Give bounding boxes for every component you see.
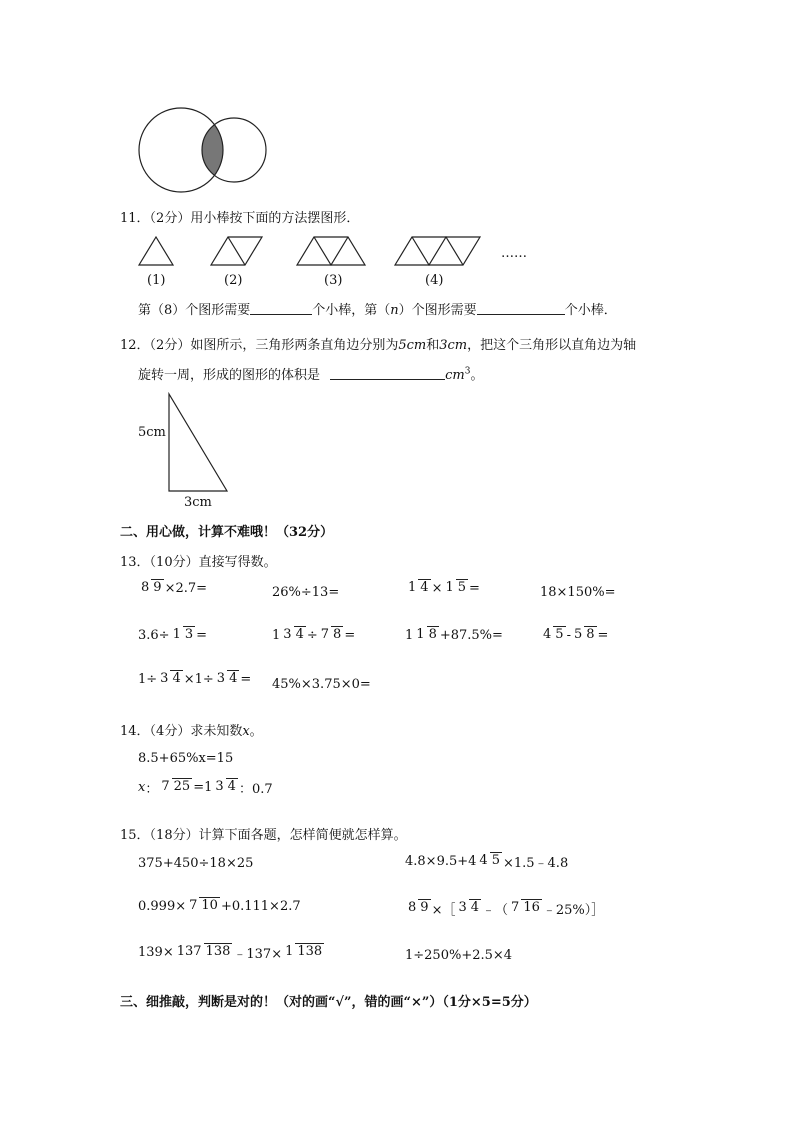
right-triangle-figure bbox=[165, 392, 231, 494]
answer-blank-2[interactable] bbox=[477, 302, 565, 315]
figure-label-1: (1) bbox=[147, 273, 166, 288]
q13-expr-9: 1÷ 3 4 ×1÷ 3 4 = bbox=[138, 671, 252, 687]
section-3-title: 三、细推敲，判断是对的！（对的画“√”，错的画“×”）（1分×5=5分） bbox=[120, 995, 537, 1010]
q13-expr-1: 8 9 ×2.7= bbox=[141, 580, 208, 596]
q13-expr-5: 3.6÷ 1 3 = bbox=[138, 627, 208, 643]
section-2-title: 二、用心做，计算不难哦！（32分） bbox=[120, 525, 334, 540]
q12-stem: 12．（2分）如图所示，三角形两条直角边分别为5cm和3cm，把这个三角形以直角边为轴 bbox=[120, 338, 637, 353]
venn-diagram bbox=[136, 102, 272, 196]
figure-label-3: (3) bbox=[324, 273, 343, 288]
q13-expr-4: 18×150%= bbox=[540, 585, 616, 600]
q13-expr-2: 26%÷13= bbox=[272, 585, 340, 600]
q15-calc-2: 4.8×9.5+4 4 5 ×1.5﹣4.8 bbox=[405, 853, 569, 871]
triangle-group-3 bbox=[297, 237, 365, 265]
q11-stem: 11．（2分）用小棒按下面的方法摆图形． bbox=[120, 211, 360, 226]
answer-blank-1[interactable] bbox=[250, 302, 312, 315]
triangle-base-label: 3cm bbox=[184, 495, 212, 510]
q15-calc-3: 0.999× 7 10 +0.111×2.7 bbox=[138, 898, 301, 914]
q15-stem: 15．（18分）计算下面各题，怎样简便就怎样算。 bbox=[120, 828, 407, 843]
q13-expr-6: 1 3 4 ÷ 7 8 = bbox=[272, 627, 356, 643]
q15-calc-6: 1÷250%+2.5×4 bbox=[405, 948, 513, 963]
q15-calc-1: 375+450÷18×25 bbox=[138, 856, 254, 871]
figure-label-2: (2) bbox=[224, 273, 243, 288]
q14-eq-1: 8.5+65%x=15 bbox=[138, 751, 234, 766]
ellipsis: …… bbox=[501, 246, 527, 261]
q15-calc-4: 8 9 ×［ 3 4 ﹣（ 7 16 ﹣25%）］ bbox=[408, 900, 605, 918]
q12-line2: 旋转一周，形成的图形的体积是 $cm^3$。 bbox=[138, 366, 484, 383]
q11-answer: 第（8）个图形需要 个小棒，第（n）个图形需要 个小棒． bbox=[138, 303, 617, 318]
answer-blank-3[interactable] bbox=[330, 367, 445, 380]
triangle-1 bbox=[139, 237, 173, 265]
q14-eq-2: x ： 7 25 = 1 3 4 ：0.7 bbox=[138, 779, 273, 797]
q13-stem: 13．（10分）直接写得数。 bbox=[120, 555, 277, 570]
triangle-group-4 bbox=[395, 237, 480, 265]
triangle-side-label: 5cm bbox=[138, 425, 166, 440]
stick-triangles-figure bbox=[134, 232, 534, 272]
q14-stem: 14．（4分）求未知数x。 bbox=[120, 724, 263, 739]
q13-expr-10: 45%×3.75×0= bbox=[272, 677, 371, 692]
figure-label-4: (4) bbox=[425, 273, 444, 288]
q13-expr-3: 1 4 × 1 5 = bbox=[408, 580, 480, 596]
q13-expr-7: 1 1 8 +87.5%= bbox=[405, 627, 503, 643]
triangle-group-2 bbox=[211, 237, 262, 265]
q13-expr-8: 4 5 - 5 8 = bbox=[543, 627, 609, 643]
q15-calc-5: 139× 137 138 ﹣137× 1 138 bbox=[138, 944, 323, 962]
